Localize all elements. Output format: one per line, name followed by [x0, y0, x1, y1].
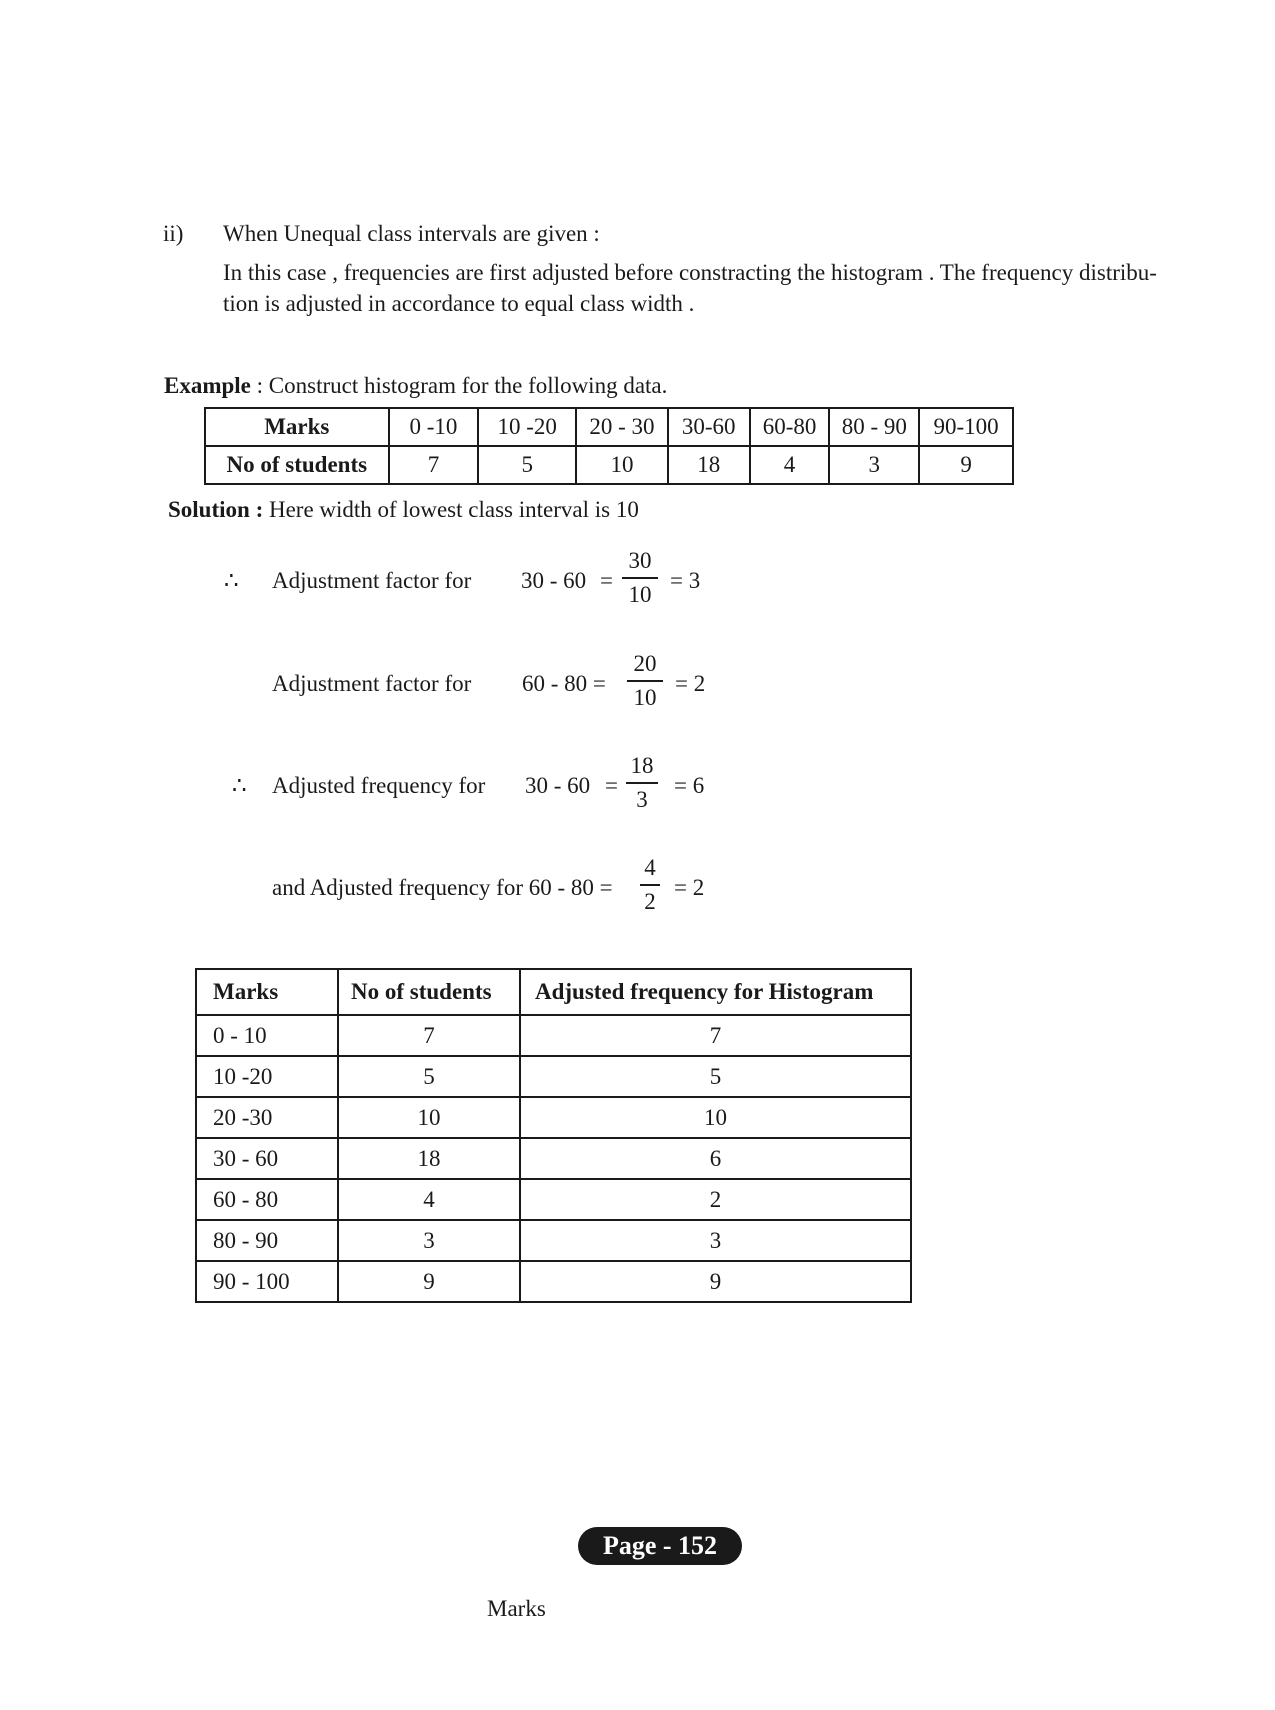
step3-equals: = — [605, 773, 618, 798]
table-cell: 0 -10 — [389, 408, 479, 446]
table-cell: 7 — [520, 1015, 911, 1056]
step3-numerator: 18 — [630, 753, 654, 778]
table-cell: 3 — [338, 1220, 520, 1261]
table-cell: 10 — [576, 446, 668, 484]
example-line — [164, 373, 667, 399]
table-cell: 3 — [829, 446, 919, 484]
step1-denominator: 10 — [628, 581, 652, 607]
step2-numerator: 20 — [633, 651, 657, 676]
section-heading: When Unequal class intervals are given : — [223, 221, 600, 246]
example-text: : Construct histogram for the following data. — [256, 373, 668, 398]
example-label: Example — [164, 373, 251, 398]
step2-denominator: 10 — [633, 684, 657, 710]
table-row — [196, 1261, 911, 1302]
step2-fraction — [627, 650, 663, 712]
row-label-marks: Marks — [205, 408, 389, 446]
step1-equals: = — [600, 568, 613, 593]
table-cell: 2 — [520, 1179, 911, 1220]
table-header-row — [196, 969, 911, 1015]
table-cell: 6 — [520, 1138, 911, 1179]
table-cell: 20 -30 — [196, 1097, 338, 1138]
table-cell: 90-100 — [919, 408, 1013, 446]
footer-caption: Marks — [487, 1596, 546, 1621]
table-cell: 5 — [338, 1056, 520, 1097]
table-cell: 4 — [750, 446, 830, 484]
solution-line — [168, 497, 639, 523]
section-marker: ii) — [163, 221, 184, 246]
header-marks: Marks — [196, 969, 338, 1015]
solution-label: Solution : — [168, 497, 264, 522]
table-cell: 80 - 90 — [196, 1220, 338, 1261]
step3-label: Adjusted frequency for — [272, 773, 486, 798]
table-cell: 7 — [338, 1015, 520, 1056]
step2-result: = 2 — [675, 671, 706, 696]
step1-range: 30 - 60 — [521, 568, 587, 593]
table-cell: 10 — [520, 1097, 911, 1138]
table-cell: 5 — [478, 446, 576, 484]
table-cell: 30 - 60 — [196, 1138, 338, 1179]
students-row — [205, 446, 1013, 484]
table-cell: 20 - 30 — [576, 408, 668, 446]
table-cell: 10 — [338, 1097, 520, 1138]
table-cell: 60 - 80 — [196, 1179, 338, 1220]
therefore-symbol: ∴ — [224, 568, 239, 593]
table-cell: 10 -20 — [478, 408, 576, 446]
table-cell: 0 - 10 — [196, 1015, 338, 1056]
step3-result: = 6 — [674, 773, 705, 798]
table-row — [196, 1138, 911, 1179]
table-cell: 80 - 90 — [829, 408, 919, 446]
page-number-badge: Page - 152 — [578, 1527, 742, 1565]
step1-numerator: 30 — [628, 548, 652, 573]
table-cell: 9 — [338, 1261, 520, 1302]
step2-range: 60 - 80 = — [522, 671, 606, 696]
table-row — [196, 1097, 911, 1138]
table-row — [196, 1056, 911, 1097]
step4-fraction — [640, 854, 660, 916]
table-cell: 4 — [338, 1179, 520, 1220]
table-cell: 9 — [520, 1261, 911, 1302]
data-table — [204, 407, 1014, 485]
table-row — [196, 1015, 911, 1056]
step3-range: 30 - 60 — [525, 773, 591, 798]
table-cell: 10 -20 — [196, 1056, 338, 1097]
section-paragraph-line1: In this case , frequencies are first adjusted before constracting the histogram . The frequency distribu- — [223, 260, 1157, 285]
step4-denominator: 2 — [644, 888, 656, 914]
solution-text: Here width of lowest class interval is 10 — [268, 497, 639, 522]
step2-label: Adjustment factor for — [272, 671, 472, 696]
step4-numerator: 4 — [644, 855, 656, 880]
table-cell: 90 - 100 — [196, 1261, 338, 1302]
marks-row — [205, 408, 1013, 446]
table-cell: 9 — [919, 446, 1013, 484]
table-cell: 30-60 — [668, 408, 750, 446]
table-row — [196, 1179, 911, 1220]
header-adjusted: Adjusted frequency for Histogram — [520, 969, 911, 1015]
therefore-symbol: ∴ — [232, 773, 247, 798]
section-paragraph-line2: tion is adjusted in accordance to equal class width . — [223, 291, 695, 316]
table-cell: 18 — [338, 1138, 520, 1179]
step3-denominator: 3 — [636, 786, 648, 812]
header-students: No of students — [338, 969, 520, 1015]
step3-fraction — [626, 752, 658, 814]
fraction-bar — [622, 577, 658, 579]
step1-fraction — [622, 547, 658, 609]
table-cell: 60-80 — [750, 408, 830, 446]
step4-label: and Adjusted frequency for 60 - 80 = — [272, 875, 613, 900]
row-label-students: No of students — [205, 446, 389, 484]
table-cell: 18 — [668, 446, 750, 484]
fraction-bar — [627, 680, 663, 682]
step4-result: = 2 — [674, 875, 705, 900]
table-cell: 7 — [389, 446, 479, 484]
step1-result: = 3 — [670, 568, 701, 593]
table-row — [196, 1220, 911, 1261]
fraction-bar — [640, 884, 660, 886]
table-cell: 5 — [520, 1056, 911, 1097]
fraction-bar — [626, 782, 658, 784]
table-cell: 3 — [520, 1220, 911, 1261]
adjusted-frequency-table — [195, 968, 912, 1303]
step1-label: Adjustment factor for — [272, 568, 472, 593]
